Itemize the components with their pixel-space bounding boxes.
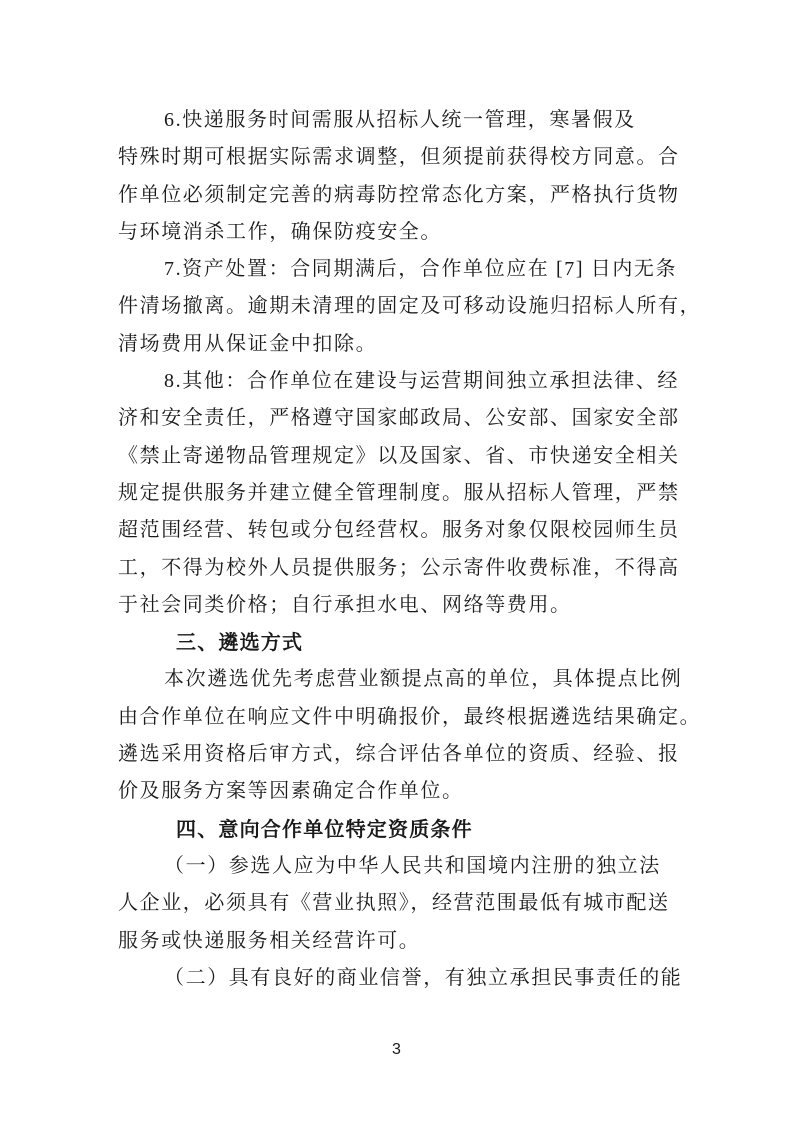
paragraph-service-hours xyxy=(118,102,738,251)
text-line: 价及服务方案等因素确定合作单位。 xyxy=(118,780,464,803)
body-text xyxy=(118,102,738,997)
text-line: 件清场撤离。逾期未清理的固定及可移动设施归招标人所有， xyxy=(118,295,702,318)
text-line: 遴选采用资格后审方式，综合评估各单位的资质、经验、报 xyxy=(118,743,680,766)
text-line: 本次遴选优先考虑营业额提点高的单位，具体提点比例 xyxy=(164,668,683,691)
text-line: 与环境消杀工作，确保防疫安全。 xyxy=(118,220,442,243)
paragraph-qualification-1 xyxy=(118,848,738,960)
text-line: 规定提供服务并建立健全管理制度。服从招标人管理，严禁 xyxy=(118,481,680,504)
paragraph-other xyxy=(118,363,738,624)
paragraph-selection-method xyxy=(118,661,738,810)
page-number: 3 xyxy=(392,1041,401,1058)
text-line: 清场费用从保证金中扣除。 xyxy=(118,332,378,355)
section-heading-qualifications: 四、意向合作单位特定资质条件 xyxy=(176,816,473,841)
text-line: 7.资产处置：合同期满后，合作单位应在 [7] 日内无条 xyxy=(164,258,678,281)
text-line: 8.其他：合作单位在建设与运营期间独立承担法律、经 xyxy=(164,370,679,393)
text-line: （一）参选人应为中华人民共和国境内注册的独立法 xyxy=(164,854,661,877)
text-line: 济和安全责任，严格遵守国家邮政局、公安部、国家安全部 xyxy=(118,407,680,430)
text-line: （二）具有良好的商业信誉，有独立承担民事责任的能 xyxy=(164,966,683,989)
text-line: 人企业，必须具有《营业执照》，经营范围最低有城市配送 xyxy=(118,892,670,915)
text-line: 于社会同类价格；自行承担水电、网络等费用。 xyxy=(118,593,572,616)
text-line: 由合作单位在响应文件中明确报价，最终根据遴选结果确定。 xyxy=(118,705,702,728)
text-line: 超范围经营、转包或分包经营权。服务对象仅限校园师生员 xyxy=(118,519,680,542)
section-heading-selection-method: 三、遴选方式 xyxy=(176,630,304,655)
paragraph-qualification-2 xyxy=(118,960,738,997)
text-line: 6.快递服务时间需服从招标人统一管理，寒暑假及 xyxy=(164,109,636,131)
text-line: 服务或快递服务相关经营许可。 xyxy=(118,929,421,952)
text-line: 作单位必须制定完善的病毒防控常态化方案，严格执行货物 xyxy=(118,183,680,206)
text-line: 《禁止寄递物品管理规定》以及国家、省、市快递安全相关 xyxy=(118,444,680,467)
paragraph-asset-disposal xyxy=(118,251,738,363)
text-line: 特殊时期可根据实际需求调整，但须提前获得校方同意。合 xyxy=(118,146,680,169)
text-line: 工，不得为校外人员提供服务；公示寄件收费标准，不得高 xyxy=(118,556,680,579)
